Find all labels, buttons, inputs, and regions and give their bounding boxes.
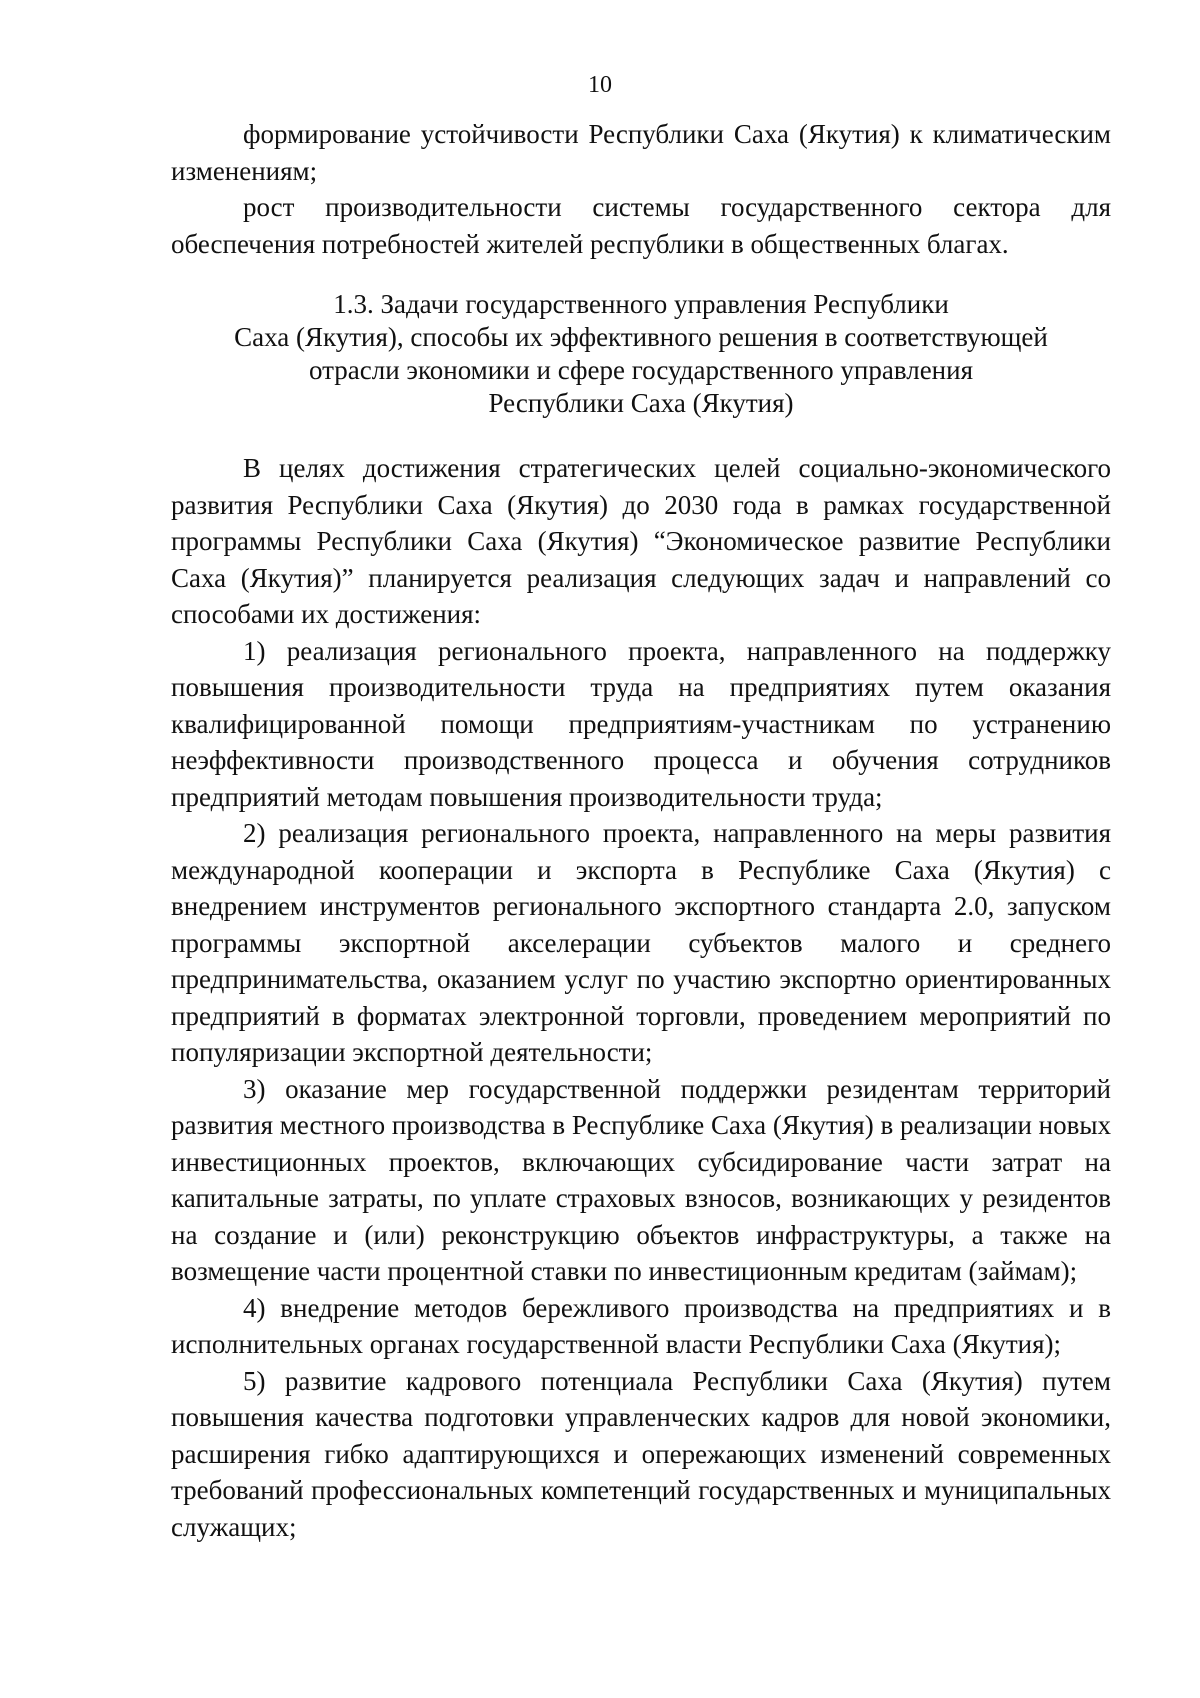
page-number: 10 <box>588 72 612 98</box>
section-heading-line: Саха (Якутия), способы их эффективного решения в соответствующей <box>234 322 1048 352</box>
body-paragraph-intro: В целях достижения стратегических целей социально-экономического развития Республики Саха (Якутия) до 2030 года в рамках государственной программы Республики Саха (Якутия) “Экономическое развитие Республики Саха (Якутия)” планируется реализация следующих задач и направлений со способами их достижения: <box>171 453 1111 629</box>
list-item-5: 5) развитие кадрового потенциала Республики Саха (Якутия) путем повышения качества подготовки управленческих кадров для новой экономики, расширения гибко адаптирующихся и опережающих изменений современных требований профессиональных компетенций государственных и муниципальных служащих; <box>171 1365 1111 1542</box>
list-item-1: 1) реализация регионального проекта, направленного на поддержку повышения производительности труда на предприятиях путем оказания квалифицированной помощи предприятиям-участникам по устранению неэффективности производственного процесса и обучения сотрудников предприятий методам повышения производительности труда; <box>171 635 1111 812</box>
section-heading-line: 1.3. Задачи государственного управления Республики <box>333 289 949 319</box>
intro-paragraph-1: формирование устойчивости Республики Саха (Якутия) к климатическим изменениям; <box>171 119 1111 186</box>
section-heading <box>171 288 1111 420</box>
list-item-4: 4) внедрение методов бережливого производства на предприятиях и в исполнительных органах государственной власти Республики Саха (Якутия); <box>171 1292 1111 1359</box>
page-content <box>171 116 1111 1545</box>
section-heading-line: Республики Саха (Якутия) <box>488 388 794 418</box>
list-item-2: 2) реализация регионального проекта, направленного на меры развития международной кооперации и экспорта в Республике Саха (Якутия) с внедрением инструментов регионального экспортного стандарта 2.0, запуском программы экспортной акселерации субъектов малого и среднего предпринимательства, оказанием услуг по участию экспортно ориентированных предприятий в форматах электронной торговли, проведением мероприятий по популяризации экспортной деятельности; <box>171 818 1111 1067</box>
section-heading-line: отрасли экономики и сфере государственного управления <box>309 355 973 385</box>
list-item-3: 3) оказание мер государственной поддержки резидентам территорий развития местного производства в Республике Саха (Якутия) в реализации новых инвестиционных проектов, включающих субсидирование части затрат на капитальные затраты, по уплате страховых взносов, возникающих у резидентов на создание и (или) реконструкцию объектов инфраструктуры, а также на возмещение части процентной ставки по инвестиционным кредитам (займам); <box>171 1073 1112 1286</box>
intro-paragraph-2: рост производительности системы государственного сектора для обеспечения потребностей жителей республики в общественных благах. <box>171 192 1111 259</box>
